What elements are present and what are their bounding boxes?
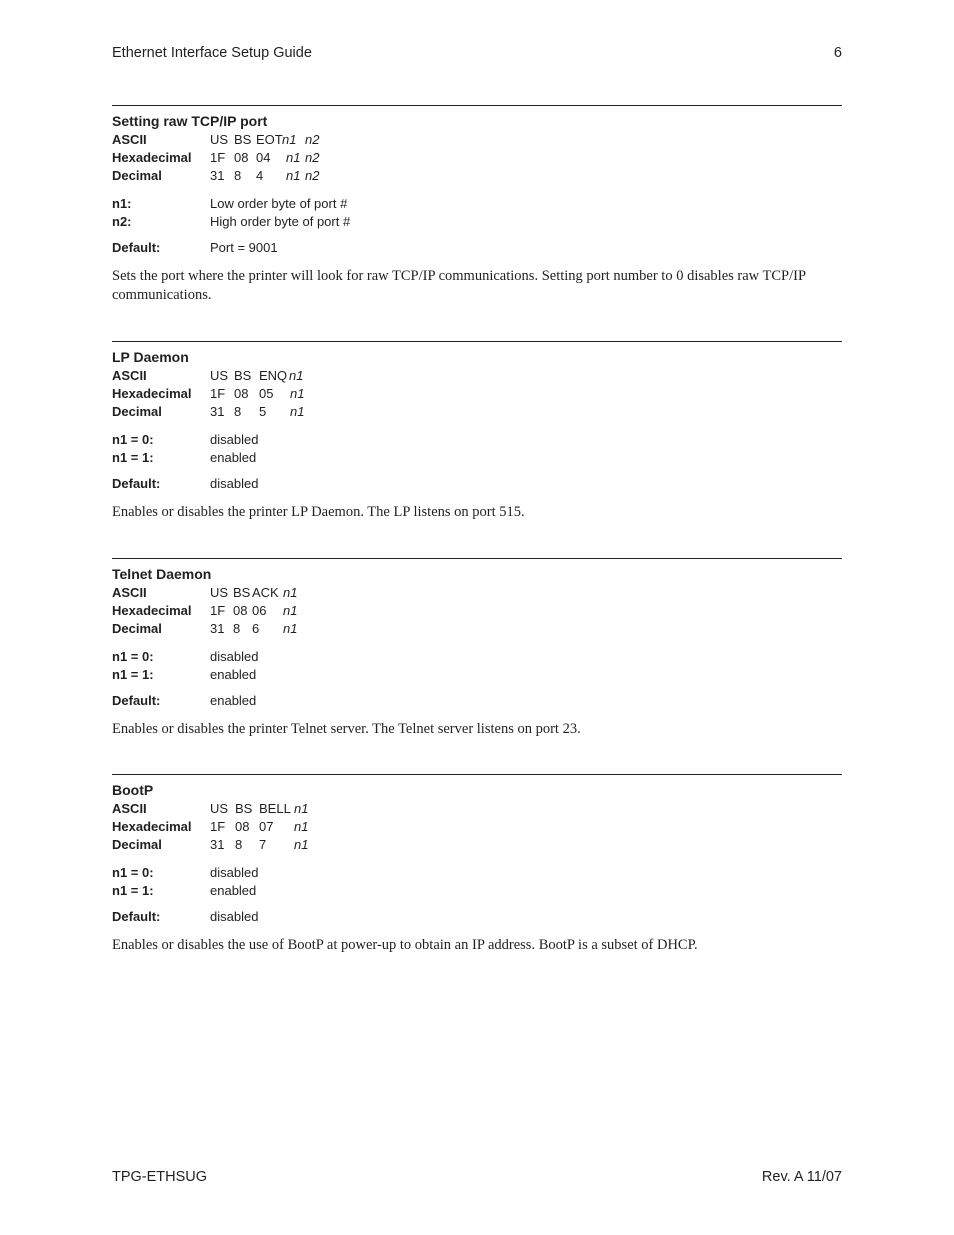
dec-label: Decimal bbox=[112, 621, 162, 636]
code-token: 1F bbox=[210, 819, 226, 834]
code-token: n1 bbox=[282, 132, 297, 147]
dec-label: Decimal bbox=[112, 404, 162, 419]
code-token: BELL bbox=[259, 801, 291, 816]
param-value: disabled bbox=[210, 432, 259, 447]
ascii-row bbox=[112, 800, 842, 818]
section-bootp bbox=[112, 774, 842, 955]
param-name: n1 = 0: bbox=[112, 865, 154, 880]
hex-row bbox=[112, 818, 842, 836]
default-label: Default: bbox=[112, 909, 161, 924]
code-token: 08 bbox=[234, 386, 249, 401]
param-row bbox=[112, 864, 842, 882]
footer-doc-id: TPG-ETHSUG bbox=[112, 1169, 208, 1185]
code-token: n1 bbox=[294, 819, 309, 834]
code-token: n1 bbox=[290, 404, 305, 419]
footer-revision: Rev. A 11/07 bbox=[761, 1169, 842, 1185]
param-name: n1 = 0: bbox=[112, 649, 154, 664]
param-row bbox=[112, 648, 842, 666]
param-row bbox=[112, 213, 842, 231]
section-title: BootP bbox=[112, 782, 154, 798]
ascii-row bbox=[112, 367, 842, 385]
param-name: n2: bbox=[112, 214, 132, 229]
section-description: Enables or disables the printer LP Daemon. The LP listens on port 515. bbox=[112, 504, 525, 520]
ascii-row bbox=[112, 584, 842, 602]
default-label: Default: bbox=[112, 476, 161, 491]
code-token: US bbox=[210, 801, 229, 816]
hex-row bbox=[112, 149, 842, 167]
section-description: Sets the port where the printer will look for raw TCP/IP communications. Setting port number to 0 disables raw TCP/IP communications. bbox=[112, 268, 806, 303]
code-token: 8 bbox=[233, 621, 241, 636]
param-value: enabled bbox=[210, 450, 257, 465]
section-title: Setting raw TCP/IP port bbox=[112, 113, 268, 129]
param-row bbox=[112, 449, 842, 467]
ascii-label: ASCII bbox=[112, 585, 147, 600]
default-row bbox=[112, 239, 842, 257]
code-token: 31 bbox=[210, 168, 225, 183]
code-token: n2 bbox=[305, 150, 320, 165]
code-token: 6 bbox=[252, 621, 260, 636]
param-value: enabled bbox=[210, 667, 257, 682]
code-token: n1 bbox=[283, 621, 298, 636]
code-token: n1 bbox=[286, 168, 301, 183]
page-number: 6 bbox=[833, 45, 842, 61]
code-token: n2 bbox=[305, 168, 320, 183]
code-token: 31 bbox=[210, 404, 225, 419]
code-token: n1 bbox=[290, 386, 305, 401]
ascii-label: ASCII bbox=[112, 368, 147, 383]
section-raw-tcp-port bbox=[112, 105, 842, 305]
default-value: disabled bbox=[210, 476, 259, 491]
code-token: 4 bbox=[256, 168, 264, 183]
param-row bbox=[112, 431, 842, 449]
dec-row bbox=[112, 167, 842, 185]
code-token: BS bbox=[234, 132, 252, 147]
code-token: n1 bbox=[294, 837, 309, 852]
dec-label: Decimal bbox=[112, 837, 162, 852]
code-token: US bbox=[210, 132, 229, 147]
code-token: US bbox=[210, 585, 229, 600]
param-name: n1 = 1: bbox=[112, 667, 154, 682]
code-token: 1F bbox=[210, 386, 226, 401]
default-row bbox=[112, 692, 842, 710]
code-token: 1F bbox=[210, 603, 226, 618]
param-name: n1 = 1: bbox=[112, 450, 154, 465]
code-token: n1 bbox=[286, 150, 301, 165]
code-token: 08 bbox=[235, 819, 250, 834]
code-token: n1 bbox=[294, 801, 309, 816]
code-token: 8 bbox=[234, 404, 242, 419]
default-row bbox=[112, 475, 842, 493]
default-value: Port = 9001 bbox=[210, 240, 278, 255]
dec-row bbox=[112, 403, 842, 421]
code-token: 04 bbox=[256, 150, 271, 165]
default-value: disabled bbox=[210, 909, 259, 924]
dec-row bbox=[112, 620, 842, 638]
code-token: 31 bbox=[210, 837, 225, 852]
code-token: BS bbox=[235, 801, 253, 816]
param-name: n1 = 0: bbox=[112, 432, 154, 447]
code-token: n1 bbox=[283, 603, 298, 618]
code-token: 08 bbox=[233, 603, 248, 618]
code-token: 1F bbox=[210, 150, 226, 165]
code-token: 5 bbox=[259, 404, 267, 419]
code-token: 8 bbox=[235, 837, 243, 852]
hex-label: Hexadecimal bbox=[112, 819, 192, 834]
section-title: LP Daemon bbox=[112, 349, 189, 365]
section-lp-daemon bbox=[112, 341, 842, 522]
code-token: 06 bbox=[252, 603, 267, 618]
code-token: EOT bbox=[256, 132, 283, 147]
code-token: 07 bbox=[259, 819, 274, 834]
param-name: n1: bbox=[112, 196, 132, 211]
param-value: disabled bbox=[210, 865, 259, 880]
default-label: Default: bbox=[112, 693, 161, 708]
code-token: ENQ bbox=[259, 368, 288, 383]
default-row bbox=[112, 908, 842, 926]
code-token: 05 bbox=[259, 386, 274, 401]
dec-label: Decimal bbox=[112, 168, 162, 183]
section-telnet-daemon bbox=[112, 558, 842, 739]
code-token: 7 bbox=[259, 837, 267, 852]
section-description: Enables or disables the printer Telnet server. The Telnet server listens on port 23. bbox=[112, 721, 581, 737]
param-value: Low order byte of port # bbox=[210, 196, 348, 211]
hex-label: Hexadecimal bbox=[112, 603, 192, 618]
code-token: 08 bbox=[234, 150, 249, 165]
param-value: enabled bbox=[210, 883, 257, 898]
param-row bbox=[112, 666, 842, 684]
section-description: Enables or disables the use of BootP at power-up to obtain an IP address. BootP is a subset of DHCP. bbox=[112, 937, 698, 953]
code-token: n1 bbox=[283, 585, 298, 600]
ascii-label: ASCII bbox=[112, 801, 147, 816]
hex-label: Hexadecimal bbox=[112, 386, 192, 401]
code-token: ACK bbox=[252, 585, 279, 600]
param-value: disabled bbox=[210, 649, 259, 664]
param-row bbox=[112, 195, 842, 213]
code-token: US bbox=[210, 368, 229, 383]
hex-row bbox=[112, 385, 842, 403]
code-token: 31 bbox=[210, 621, 225, 636]
header-title: Ethernet Interface Setup Guide bbox=[112, 45, 312, 61]
param-name: n1 = 1: bbox=[112, 883, 154, 898]
code-token: 8 bbox=[234, 168, 242, 183]
ascii-row bbox=[112, 131, 842, 149]
hex-label: Hexadecimal bbox=[112, 150, 192, 165]
hex-row bbox=[112, 602, 842, 620]
code-token: BS bbox=[233, 585, 251, 600]
param-value: High order byte of port # bbox=[210, 214, 351, 229]
section-title: Telnet Daemon bbox=[112, 566, 212, 582]
dec-row bbox=[112, 836, 842, 854]
code-token: BS bbox=[234, 368, 252, 383]
param-row bbox=[112, 882, 842, 900]
ascii-label: ASCII bbox=[112, 132, 147, 147]
default-value: enabled bbox=[210, 693, 257, 708]
default-label: Default: bbox=[112, 240, 161, 255]
code-token: n1 bbox=[289, 368, 304, 383]
code-token: n2 bbox=[305, 132, 320, 147]
